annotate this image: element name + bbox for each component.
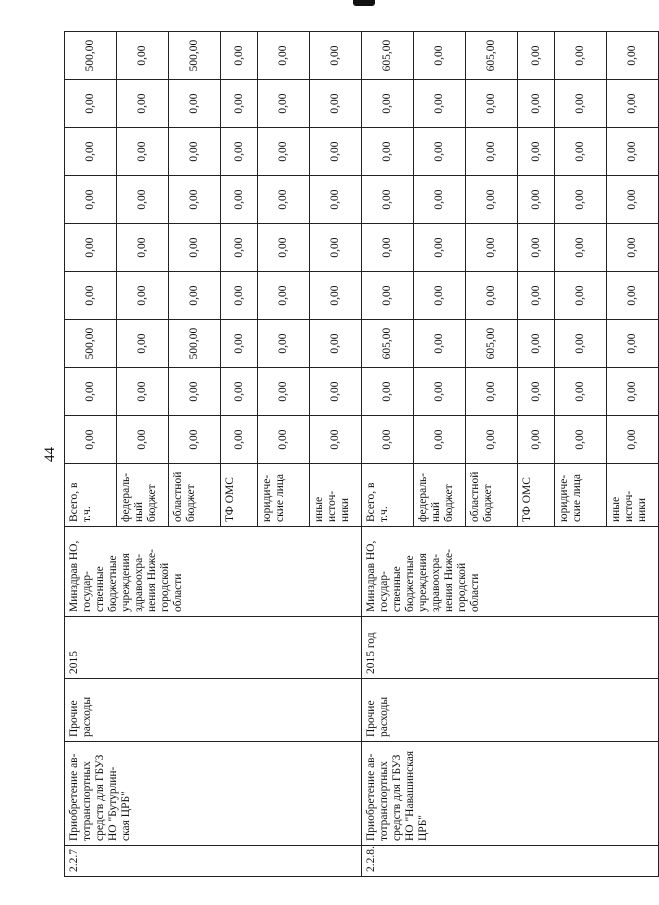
amount-cell: 0,00 xyxy=(518,416,555,464)
amount-cell: 0,00 xyxy=(221,272,258,320)
budget-table xyxy=(64,31,659,877)
amount-cell: 0,00 xyxy=(414,32,466,80)
amount-cell: 0,00 xyxy=(555,32,607,80)
amount-cell: 0,00 xyxy=(518,368,555,416)
amount-cell: 0,00 xyxy=(258,224,310,272)
amount-cell: 0,00 xyxy=(414,272,466,320)
amount-cell: 500,00 xyxy=(65,320,117,368)
amount-cell: 605,00 xyxy=(466,320,518,368)
amount-cell: 0,00 xyxy=(117,272,169,320)
year-cell: 2015 год xyxy=(362,617,659,679)
amount-cell: 0,00 xyxy=(607,128,659,176)
amount-cell: 0,00 xyxy=(518,32,555,80)
funding-source-cell: федераль-ный бюджет xyxy=(117,464,169,527)
amount-cell: 500,00 xyxy=(169,320,221,368)
amount-cell: 500,00 xyxy=(169,32,221,80)
expense-type-cell: Прочие расходы xyxy=(362,679,659,742)
amount-cell: 0,00 xyxy=(414,320,466,368)
amount-cell: 0,00 xyxy=(221,32,258,80)
funding-source-cell: федераль-ный бюджет xyxy=(414,464,466,527)
amount-cell: 0,00 xyxy=(258,176,310,224)
amount-cell: 0,00 xyxy=(466,176,518,224)
amount-cell: 0,00 xyxy=(310,272,362,320)
amount-cell: 0,00 xyxy=(466,368,518,416)
amount-cell: 0,00 xyxy=(362,416,414,464)
amount-cell: 0,00 xyxy=(555,128,607,176)
amount-cell: 0,00 xyxy=(607,32,659,80)
item-name-cell: Приобретение ав-тотранспортных средств для ГБУЗ НО "Навашинская ЦРБ" xyxy=(362,742,659,846)
rotated-page xyxy=(40,32,648,877)
funding-source-cell: областной бюджет xyxy=(169,464,221,527)
amount-cell: 0,00 xyxy=(221,176,258,224)
amount-cell: 0,00 xyxy=(555,368,607,416)
amount-cell: 0,00 xyxy=(555,224,607,272)
funding-source-cell: Всего, в т.ч. xyxy=(362,464,414,527)
amount-cell: 0,00 xyxy=(362,128,414,176)
amount-cell: 0,00 xyxy=(466,416,518,464)
funding-source-cell: ТФ ОМС xyxy=(221,464,258,527)
table-body xyxy=(65,32,659,877)
amount-cell: 0,00 xyxy=(607,320,659,368)
amount-cell: 0,00 xyxy=(65,368,117,416)
amount-cell: 0,00 xyxy=(117,128,169,176)
amount-cell: 0,00 xyxy=(258,32,310,80)
funding-source-cell: Всего, в т.ч. xyxy=(65,464,117,527)
amount-cell: 0,00 xyxy=(518,128,555,176)
funding-source-cell: ТФ ОМС xyxy=(518,464,555,527)
amount-cell: 0,00 xyxy=(221,128,258,176)
funding-source-cell: юридиче-ские лица xyxy=(555,464,607,527)
amount-cell: 605,00 xyxy=(362,320,414,368)
amount-cell: 0,00 xyxy=(65,224,117,272)
amount-cell: 0,00 xyxy=(169,416,221,464)
amount-cell: 0,00 xyxy=(169,368,221,416)
amount-cell: 0,00 xyxy=(555,80,607,128)
amount-cell: 0,00 xyxy=(221,320,258,368)
amount-cell: 0,00 xyxy=(310,320,362,368)
amount-cell: 0,00 xyxy=(518,80,555,128)
amount-cell: 0,00 xyxy=(310,32,362,80)
amount-cell: 0,00 xyxy=(117,368,169,416)
amount-cell: 0,00 xyxy=(607,80,659,128)
amount-cell: 0,00 xyxy=(169,224,221,272)
amount-cell: 0,00 xyxy=(555,320,607,368)
amount-cell: 0,00 xyxy=(117,80,169,128)
item-code-cell: 2.2.7 xyxy=(65,846,362,877)
amount-cell: 0,00 xyxy=(555,176,607,224)
amount-cell: 0,00 xyxy=(258,80,310,128)
amount-cell: 0,00 xyxy=(117,416,169,464)
table-row xyxy=(362,32,414,877)
amount-cell: 605,00 xyxy=(362,32,414,80)
amount-cell: 0,00 xyxy=(518,224,555,272)
amount-cell: 0,00 xyxy=(310,176,362,224)
amount-cell: 0,00 xyxy=(362,368,414,416)
amount-cell: 0,00 xyxy=(221,80,258,128)
table-row xyxy=(65,32,117,877)
amount-cell: 500,00 xyxy=(65,32,117,80)
funding-source-cell: иные источ-ники xyxy=(310,464,362,527)
amount-cell: 0,00 xyxy=(607,224,659,272)
amount-cell: 0,00 xyxy=(607,368,659,416)
amount-cell: 0,00 xyxy=(310,368,362,416)
amount-cell: 0,00 xyxy=(65,272,117,320)
amount-cell: 0,00 xyxy=(466,224,518,272)
amount-cell: 0,00 xyxy=(117,320,169,368)
amount-cell: 0,00 xyxy=(65,416,117,464)
expense-type-cell: Прочие расходы xyxy=(65,679,362,742)
year-cell: 2015 xyxy=(65,617,362,679)
amount-cell: 0,00 xyxy=(414,416,466,464)
scan-artifact-mark xyxy=(353,0,375,6)
amount-cell: 0,00 xyxy=(466,128,518,176)
executor-cell: Минздрав НО, государ-ственные бюджетные учреждения здравоохра-нения Ниже-городской области xyxy=(65,527,362,617)
amount-cell: 0,00 xyxy=(362,80,414,128)
executor-cell: Минздрав НО, государ-ственные бюджетные учреждения здравоохра-нения Ниже-городской области xyxy=(362,527,659,617)
amount-cell: 0,00 xyxy=(258,320,310,368)
amount-cell: 0,00 xyxy=(310,128,362,176)
amount-cell: 0,00 xyxy=(607,272,659,320)
amount-cell: 0,00 xyxy=(117,32,169,80)
amount-cell: 0,00 xyxy=(518,176,555,224)
amount-cell: 0,00 xyxy=(555,416,607,464)
amount-cell: 0,00 xyxy=(310,80,362,128)
amount-cell: 0,00 xyxy=(310,224,362,272)
item-name-cell: Приобретение ав-тотранспортных средств для ГБУЗ НО "Бутурлин-ская ЦРБ" xyxy=(65,742,362,846)
amount-cell: 0,00 xyxy=(117,224,169,272)
amount-cell: 0,00 xyxy=(414,80,466,128)
amount-cell: 0,00 xyxy=(65,176,117,224)
amount-cell: 0,00 xyxy=(258,128,310,176)
amount-cell: 605,00 xyxy=(466,32,518,80)
amount-cell: 0,00 xyxy=(555,272,607,320)
amount-cell: 0,00 xyxy=(466,80,518,128)
amount-cell: 0,00 xyxy=(65,128,117,176)
amount-cell: 0,00 xyxy=(221,224,258,272)
amount-cell: 0,00 xyxy=(414,176,466,224)
amount-cell: 0,00 xyxy=(169,272,221,320)
amount-cell: 0,00 xyxy=(518,272,555,320)
funding-source-cell: иные источ-ники xyxy=(607,464,659,527)
amount-cell: 0,00 xyxy=(362,272,414,320)
amount-cell: 0,00 xyxy=(221,416,258,464)
amount-cell: 0,00 xyxy=(117,176,169,224)
amount-cell: 0,00 xyxy=(414,128,466,176)
amount-cell: 0,00 xyxy=(169,128,221,176)
amount-cell: 0,00 xyxy=(65,80,117,128)
item-code-cell: 2.2.8. xyxy=(362,846,659,877)
amount-cell: 0,00 xyxy=(607,416,659,464)
amount-cell: 0,00 xyxy=(607,176,659,224)
amount-cell: 0,00 xyxy=(362,224,414,272)
page-number: 44 xyxy=(42,447,58,462)
amount-cell: 0,00 xyxy=(362,176,414,224)
amount-cell: 0,00 xyxy=(518,320,555,368)
amount-cell: 0,00 xyxy=(169,80,221,128)
amount-cell: 0,00 xyxy=(258,368,310,416)
amount-cell: 0,00 xyxy=(258,272,310,320)
amount-cell: 0,00 xyxy=(414,368,466,416)
amount-cell: 0,00 xyxy=(169,176,221,224)
funding-source-cell: областной бюджет xyxy=(466,464,518,527)
amount-cell: 0,00 xyxy=(466,272,518,320)
amount-cell: 0,00 xyxy=(310,416,362,464)
funding-source-cell: юридиче-ские лица xyxy=(258,464,310,527)
amount-cell: 0,00 xyxy=(258,416,310,464)
amount-cell: 0,00 xyxy=(221,368,258,416)
amount-cell: 0,00 xyxy=(414,224,466,272)
